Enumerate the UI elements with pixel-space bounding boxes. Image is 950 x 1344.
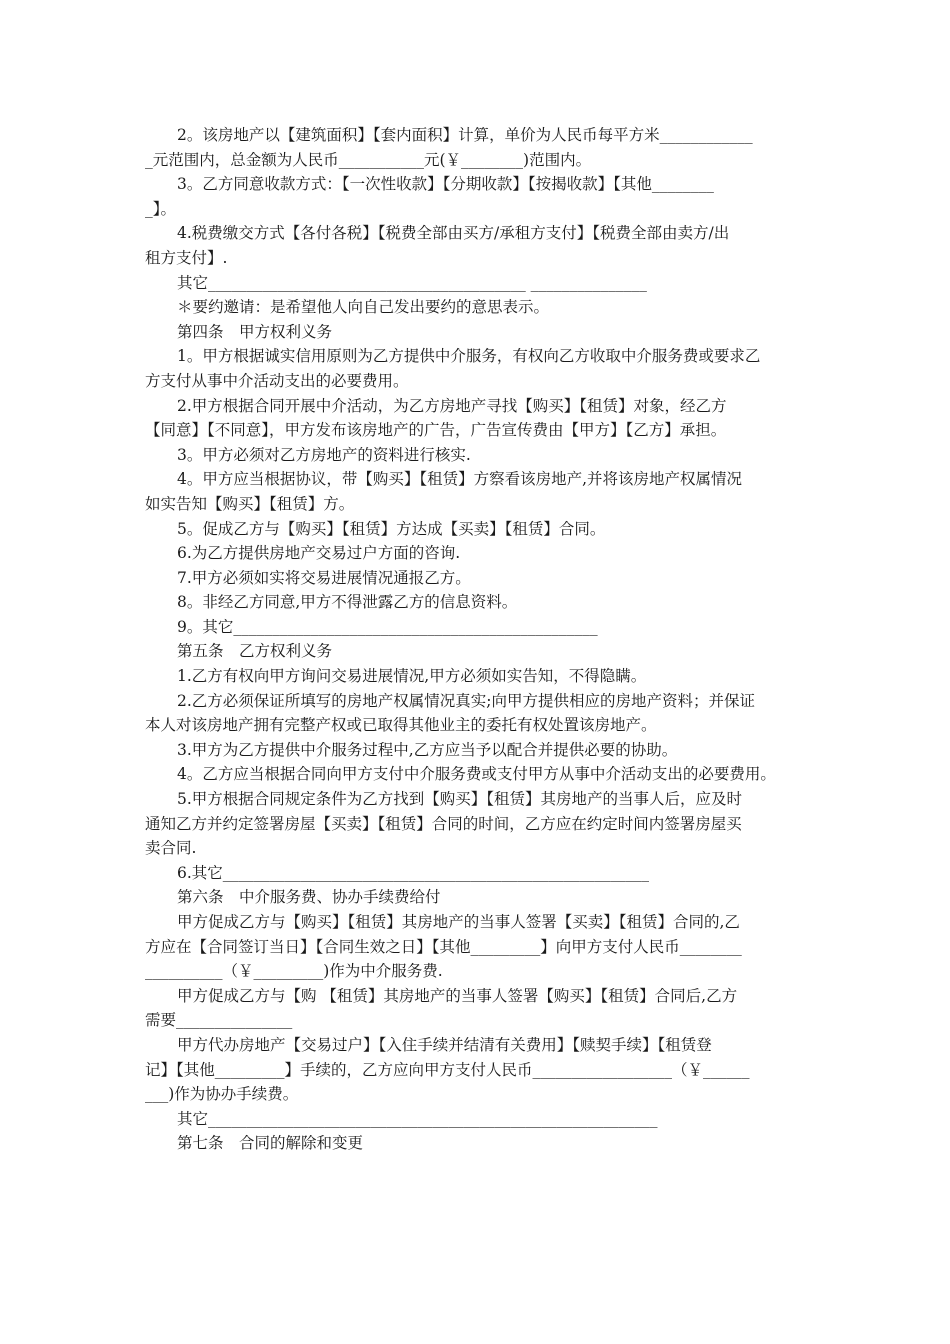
- paragraph-line: __________（￥_________)作为中介服务费.: [145, 962, 443, 981]
- paragraph-line: 方支付从事中介活动支出的必要费用。: [145, 371, 409, 390]
- paragraph-line: 租方支付】.: [145, 248, 228, 267]
- paragraph-line: 其它__________________________________________________________: [177, 1109, 658, 1128]
- note-line: ＊要约邀请：是希望他人向自己发出要约的意思表示。: [177, 298, 550, 317]
- section-heading: 第七条 合同的解除和变更: [177, 1134, 364, 1153]
- document-page: [145, 123, 817, 1156]
- paragraph-line: 6.其它_______________________________________________________: [177, 863, 650, 882]
- paragraph-line: 2.甲方根据合同开展中介活动，为乙方房地产寻找【购买】【租赁】对象，经乙方: [177, 396, 727, 415]
- section-heading: 第五条 乙方权利义务: [177, 642, 333, 661]
- paragraph-line: 2。该房地产以【建筑面积】【套内面积】计算，单价为人民币每平方米____________: [177, 126, 753, 144]
- paragraph-line: 3。乙方同意收款方式：【一次性收款】【分期收款】【按揭收款】【其他________: [177, 175, 714, 194]
- paragraph-line: 需要_______________: [145, 1011, 293, 1030]
- paragraph-line: 9。其它_______________________________________________: [177, 617, 598, 636]
- paragraph-line: 甲方促成乙方与【购买】【租赁】其房地产的当事人签署【买卖】【租赁】合同的,乙: [177, 913, 740, 931]
- paragraph-line: 5.甲方根据合同规定条件为乙方找到【购买】【租赁】其房地产的当事人后，应及时: [177, 790, 743, 809]
- paragraph-line: 甲方促成乙方与【购 【租赁】其房地产的当事人签署【购买】【租赁】合同后,乙方: [177, 986, 738, 1005]
- paragraph-line: 8。非经乙方同意,甲方不得泄露乙方的信息资料。: [177, 593, 518, 612]
- paragraph-line: 甲方代办房地产【交易过户】【入住手续并结清有关费用】【赎契手续】【租赁登: [177, 1035, 712, 1054]
- paragraph-line: 4.税费缴交方式【各付各税】【税费全部由买方/承租方支付】【税费全部由卖方/出: [177, 224, 730, 243]
- paragraph-line: 7.甲方必须如实将交易进展情况通报乙方。: [177, 568, 471, 587]
- paragraph-line: 3。甲方必须对乙方房地产的资料进行核实.: [177, 445, 471, 464]
- section-heading: 第六条 中介服务费、协办手续费给付: [177, 888, 441, 907]
- paragraph-line: 本人对该房地产拥有完整产权或已取得其他业主的委托有权处置该房地产。: [145, 716, 657, 735]
- paragraph-line: 卖合同.: [145, 839, 197, 858]
- paragraph-line: 其它_________________________________________ _______________: [177, 273, 647, 292]
- paragraph-line: 方应在【合同签订当日】【合同生效之日】【其他_________】向甲方支付人民币________: [145, 937, 742, 956]
- paragraph-line: 通知乙方并约定签署房屋【买卖】【租赁】合同的时间，乙方应在约定时间内签署房屋买: [145, 814, 742, 833]
- paragraph-line: _元范围内，总金额为人民币___________元(￥________)范围内。: [145, 150, 592, 169]
- paragraph-line: 5。促成乙方与【购买】【租赁】方达成【买卖】【租赁】合同。: [177, 519, 606, 538]
- paragraph-line: 6.为乙方提供房地产交易过户方面的咨询.: [177, 544, 461, 563]
- paragraph-line: 1。甲方根据诚实信用原则为乙方提供中介服务，有权向乙方收取中介服务费或要求乙: [177, 347, 761, 366]
- paragraph-line: 4。甲方应当根据协议，带【购买】【租赁】方察看该房地产,并将该房地产权属情况: [177, 470, 743, 489]
- paragraph-line: 如实告知【购买】【租赁】方。: [145, 494, 355, 513]
- paragraph-line: 4。乙方应当根据合同向甲方支付中介服务费或支付甲方从事中介活动支出的必要费用。: [177, 765, 776, 784]
- paragraph-line: ___)作为协办手续费。: [145, 1085, 299, 1104]
- paragraph-line: 3.甲方为乙方提供中介服务过程中,乙方应当予以配合并提供必要的协助。: [177, 740, 678, 759]
- paragraph-line: 【同意】【不同意】，甲方发布该房地产的广告，广告宣传费由【甲方】【乙方】承担。: [145, 421, 727, 440]
- paragraph-line: 记】【其他_________】手续的，乙方应向甲方支付人民币__________________（￥______: [145, 1060, 750, 1079]
- section-heading: 第四条 甲方权利义务: [177, 322, 333, 341]
- paragraph-line: _】。: [145, 199, 177, 218]
- paragraph-line: 1.乙方有权向甲方询问交易进展情况,甲方必须如实告知，不得隐瞒。: [177, 667, 647, 686]
- paragraph-line: 2.乙方必须保证所填写的房地产权属情况真实;向甲方提供相应的房地产资料；并保证: [177, 691, 756, 710]
